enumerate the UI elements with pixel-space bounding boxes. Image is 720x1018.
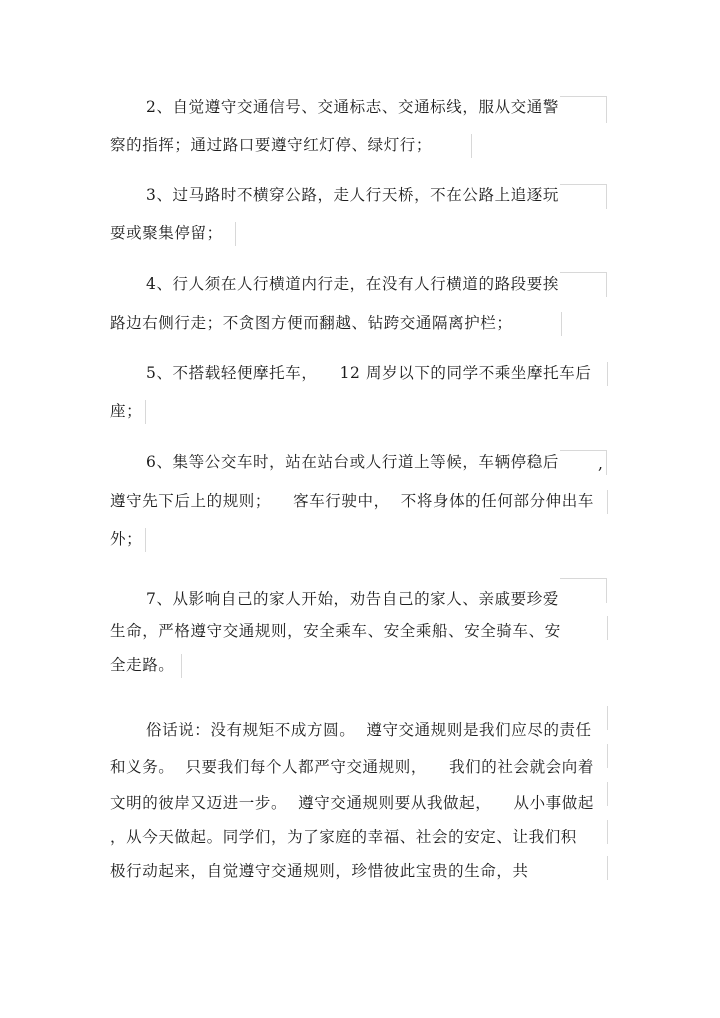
closing-paragraph-line-4: ，从今天做起。同学们，为了家庭的幸福、社会的安定、让我们积 [110,828,577,846]
rule-artifact [606,820,608,844]
rule-artifact [560,184,607,209]
closing-paragraph-line-3: 文明的彼岸又迈进一步。 遵守交通规则要从我做起， 从小事做起 [110,794,594,812]
list-item-7-line-3: 全走路。 [110,656,175,674]
rule-artifact [606,362,608,386]
closing-paragraph-line-1: 俗话说：没有规矩不成方圆。 遵守交通规则是我们应尽的责任 [146,721,592,739]
rule-artifact [560,96,607,123]
list-item-5-line-1: 5、不搭载轻便摩托车， 12 周岁以下的同学不乘坐摩托车后 [146,364,592,382]
list-item-3-line-2: 耍或聚集停留； [110,224,223,242]
rule-artifact [560,272,607,297]
rule-artifact [560,578,607,603]
rule-artifact [144,528,146,552]
list-item-6-line-2: 遵守先下后上的规则； 客车行驶中， 不将身体的任何部分伸出车 [110,492,594,510]
list-item-4-line-1: 4、行人须在人行横道内行走，在没有人行横道的路段要挨 [146,275,559,293]
rule-artifact [234,222,236,246]
list-item-7-line-2: 生命，严格遵守交通规则，安全乘车、安全乘船、安全骑车、安 [110,622,561,640]
list-item-5-line-2: 座； [110,402,143,420]
closing-paragraph-line-2: 和义务。 只要我们每个人都严守交通规则， 我们的社会就会向着 [110,758,594,776]
list-item-2-line-1: 2、自觉遵守交通信号、交通标志、交通标线，服从交通警 [146,98,559,116]
rule-artifact [606,616,608,640]
rule-artifact [606,744,608,768]
rule-artifact [606,782,608,806]
list-item-3-line-1: 3、过马路时不横穿公路，走人行天桥，不在公路上追逐玩 [146,186,559,204]
rule-artifact [606,856,608,880]
list-item-2-line-2: 察的指挥；通过路口要遵守红灯停、绿灯行； [110,136,433,154]
rule-artifact [144,400,146,424]
list-item-4-line-2: 路边右侧行走；不贪图方便而翻越、钻跨交通隔离护栏； [110,314,513,332]
rule-artifact [560,312,562,336]
list-item-7-line-1: 7、从影响自己的家人开始，劝告自己的家人、亲戚要珍爱 [146,590,559,608]
rule-artifact [606,706,608,730]
closing-paragraph-line-5: 极行动起来，自觉遵守交通规则，珍惜彼此宝贵的生命，共 [110,862,529,880]
rule-artifact [470,134,472,158]
rule-artifact [180,654,182,678]
rule-artifact [606,490,608,514]
list-item-6-line-3: 外； [110,530,143,548]
stray-comma: , [598,455,604,473]
list-item-6-line-1: 6、集等公交车时，站在站台或人行道上等候，车辆停稳后 [146,453,559,471]
